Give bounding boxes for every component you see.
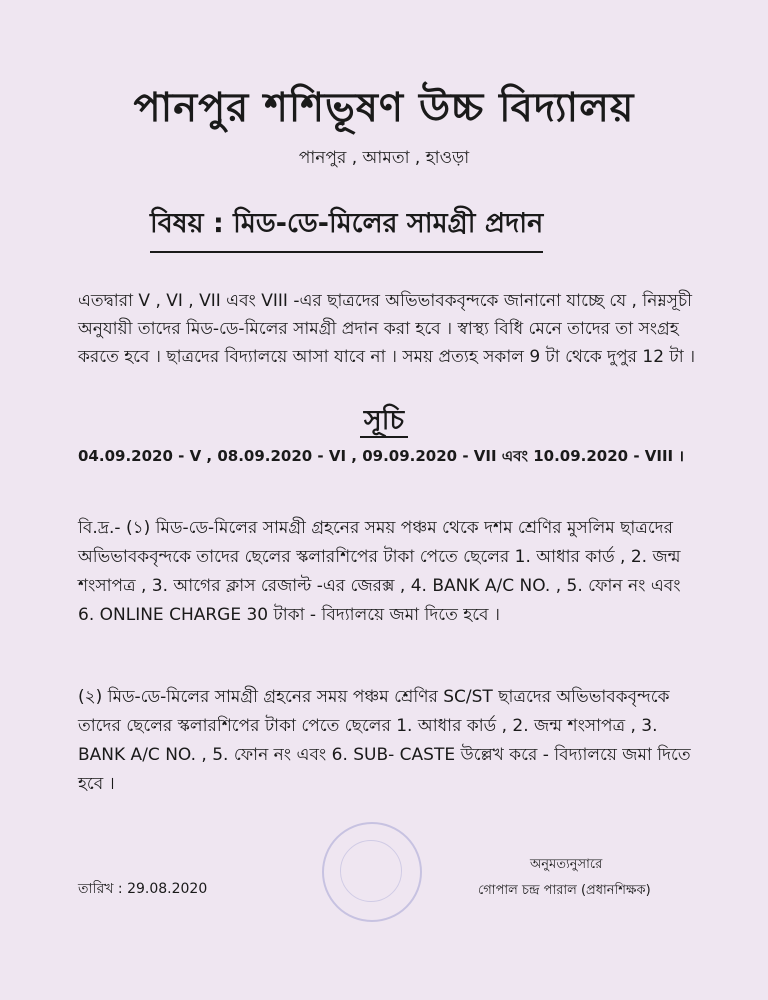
schedule-dates: 04.09.2020 - V , 08.09.2020 - VI , 09.09.2020 - VII এবং 10.09.2020 - VIII । (78, 447, 685, 465)
notice-body: এতদ্বারা V , VI , VII এবং VIII -এর ছাত্রদের অভিভাবকবৃন্দকে জানানো যাচ্ছে যে , নিম্নসূচী অনুযায়ী তাদের মিড-ডে-মিলের সামগ্রী প্রদান করা হবে । স্বাস্থ্য বিধি মেনে তাদের তা সংগ্রহ করতে হবে । ছাত্রদের বিদ্যালয়ে আসা যাবে না । সময় প্রত্যহ সকাল 9 টা থেকে দুপুর 12 টা । (78, 291, 696, 367)
notice-subject: বিষয় : মিড-ডে-মিলের সামগ্রী প্রদান (150, 203, 543, 253)
seal-inner-ring (340, 840, 402, 902)
notice-date: তারিখ : 29.08.2020 (78, 881, 208, 897)
note-two: (২) মিড-ডে-মিলের সামগ্রী গ্রহনের সময় পঞ্চম শ্রেণির SC/ST ছাত্রদের অভিভাবকবৃন্দকে তাদের ছেলের স্কলারশিপের টাকা পেতে ছেলের 1. আধার কার্ড , 2. জন্ম শংসাপত্র , 3. BANK A/C NO. , 5. ফোন নং এবং 6. SUB- CASTE উল্লেখ করে - বিদ্যালয়ে জমা দিতে হবে । (78, 687, 691, 794)
signatory-name: গোপাল চন্দ্র পারাল (প্রধানশিক্ষক) (478, 883, 651, 898)
school-name: পানপুর শশিভূষণ উচ্চ বিদ্যালয় (133, 85, 635, 131)
note-one: বি.দ্র.- (১) মিড-ডে-মিলের সামগ্রী গ্রহনের সময় পঞ্চম থেকে দশম শ্রেণির মুসলিম ছাত্রদের অভিভাবকবৃন্দকে তাদের ছেলের স্কলারশিপের টাকা পেতে ছেলের 1. আধার কার্ড , 2. জন্ম শংসাপত্র , 3. আগের ক্লাস রেজাল্ট -এর জেরক্স , 4. BANK A/C NO. , 5. ফোন নং এবং 6. ONLINE CHARGE 30 টাকা - বিদ্যালয়ে জমা দিতে হবে । (78, 518, 681, 625)
schedule-title (0, 400, 768, 445)
approval-text: অনুমত্যনুসারে (530, 857, 603, 872)
school-address: পানপুর , আমতা , হাওড়া (298, 148, 470, 168)
signature-block (478, 852, 678, 904)
school-seal-stamp (322, 822, 422, 922)
schedule-title-text: সূচি (360, 405, 408, 438)
